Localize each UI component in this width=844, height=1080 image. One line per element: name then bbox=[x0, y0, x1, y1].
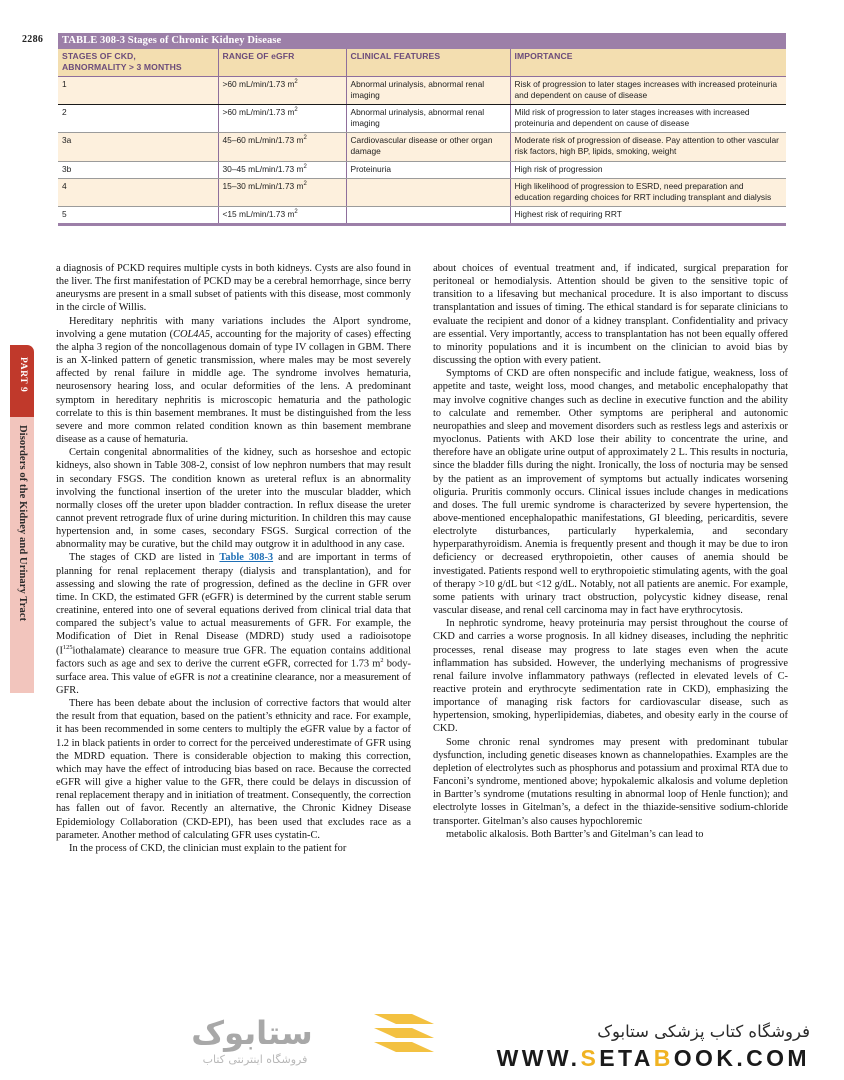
cell-egfr bbox=[218, 206, 346, 223]
cell-importance: Moderate risk of progression of disease. Pay attention to other vascular risk factors, high BP, lipids, smoking, weight bbox=[510, 133, 786, 161]
column-header-stages bbox=[58, 49, 218, 77]
setabook-logo bbox=[72, 1012, 372, 1074]
cell-importance: Highest risk of requiring RRT bbox=[510, 206, 786, 223]
table-header-row bbox=[58, 49, 786, 77]
cell-egfr bbox=[218, 161, 346, 178]
cell-egfr-superscript: 2 bbox=[303, 135, 307, 142]
ckd-stages-table bbox=[58, 33, 786, 223]
paragraph-part: , accounting for the majority of cases) effecting the alpha 3 region of the noncollagenous domain of type IV collagen in GBM. There is an X-linked pattern of genetic transmission, where males may be most severely affected by renal failure in middle age. The syndrome involves hematuria, neurosensory hearing loss, and ocular deformities of the lens. A predominant symptom in hereditary nephritis is microscopic hematuria and the pathologic correlate to this is thin basement membranes. It must be distinguished from the less severe and more common related condition known as thin basement membrane disease as a cause of hematuria. bbox=[56, 328, 411, 446]
paragraph-clipped: In the process of CKD, the clinician must explain to the patient for bbox=[69, 842, 347, 854]
paragraph: Some chronic renal syndromes may present with predominant tubular dysfunction, including genetic diseases known as channelopathies. Examples are the depletion of electrolytes such as phosphorus and potassium and proximal RTA due to Fanconi’s syndrome, mentioned above; hypokalemic alkalosis and volume depletion in Bartter’s syndrome (mutations resulting in abnormal loop of Henle function); and electrolyte losses in Gitelman’s, a defect in the thiazide-sensitive sodium-chloride transporter. Gitelman’s also causes hypochloremic bbox=[433, 736, 788, 827]
footer-fade bbox=[0, 988, 844, 1008]
paragraph-part: a creatinine clearance, nor a measurement of GFR. bbox=[56, 671, 411, 696]
cell-stage: 3a bbox=[58, 133, 218, 161]
left-column bbox=[56, 262, 411, 855]
cell-egfr-superscript: 2 bbox=[294, 79, 298, 86]
cell-egfr-value: 15–30 mL/min/1.73 m bbox=[222, 180, 304, 191]
watermark-url bbox=[497, 1045, 810, 1072]
cell-egfr-superscript: 2 bbox=[294, 209, 298, 216]
cell-stage: 3b bbox=[58, 161, 218, 178]
column-header-importance: IMPORTANCE bbox=[510, 49, 786, 77]
paragraph: Certain congenital abnormalities of the kidney, such as horseshoe and ectopic kidneys, also shown in Table 308-2, consist of low nephron numbers that may result in secondary FSGS. The condition known as ureteral reflux is an abnormality involving the functional insertion of the ureter into the muscular bladder, which normally closes off the ureter upon bladder contraction. In reflux disease the ureter cannot prevent retrograde flux of urine during micturition. In children this may cause hypertension and, in some cases, secondary FSGS. Surgical correction of the abnormality may be curative, but the child may outgrow it in adulthood in any case. bbox=[56, 447, 411, 551]
emphasis-not: not bbox=[207, 671, 221, 683]
cell-importance: High risk of progression bbox=[510, 161, 786, 178]
cell-egfr bbox=[218, 178, 346, 206]
column-header-egfr: RANGE OF eGFR bbox=[218, 49, 346, 77]
cell-egfr-value: >60 mL/min/1.73 m bbox=[222, 79, 295, 89]
cell-egfr-value: >60 mL/min/1.73 m bbox=[222, 107, 295, 118]
cell-clinical-features bbox=[346, 206, 510, 223]
cell-stage: 2 bbox=[58, 105, 218, 133]
table-row bbox=[58, 105, 786, 133]
url-part-b: B bbox=[653, 1045, 674, 1071]
paragraph bbox=[56, 315, 411, 447]
paragraph: There has been debate about the inclusion of corrective factors that would alter the result from that equation, based on the patient’s ethnicity and race. For example, it has been recommended in some centers to multiply the eGFR value by a factor of 1.2 in black patients in order to correct for the perceived underestimate of GFR using the MDRD equation. There is considerable objection to making this correction, which may have the effect of introducing bias based on race. Because the corrected eGFR will give a higher value to the GFR, there could be delays in discussion of renal replacement therapy and in initiation of treatment. Consequently, the correction has fallen out of favor. Recently an alternative, the Chronic Kidney Disease Epidemiology Collaboration (CKD-EPI), has been used that excludes race as a parameter. Another method of calculating GFR uses cystatin-C. bbox=[56, 698, 411, 841]
cell-clinical-features: Abnormal urinalysis, abnormal renal imaging bbox=[346, 105, 510, 133]
cell-stage: 4 bbox=[58, 178, 218, 206]
cell-egfr bbox=[218, 105, 346, 133]
cell-stage: 1 bbox=[58, 77, 218, 105]
table-title: TABLE 308-3 Stages of Chronic Kidney Disease bbox=[58, 33, 786, 49]
table-bottom-rule bbox=[58, 223, 786, 226]
cell-clinical-features: Cardiovascular disease or other organ damage bbox=[346, 133, 510, 161]
table-308-3 bbox=[58, 33, 786, 226]
cell-importance: High likelihood of progression to ESRD, need preparation and education regarding choices for RRT including transplant and dialysis bbox=[510, 178, 786, 206]
cell-importance: Risk of progression to later stages increases with increased proteinuria and dependent on cause of disease bbox=[510, 77, 786, 105]
cell-egfr-value: <15 mL/min/1.73 m bbox=[222, 208, 295, 219]
cell-clinical-features bbox=[346, 178, 510, 206]
setabook-logo-wordmark: ستابوک bbox=[191, 1014, 313, 1052]
paragraph: In nephrotic syndrome, heavy proteinuria may persist throughout the course of CKD and carries a worse prognosis. In all kidney diseases, including the nephritic processes, renal disease may progress to late stages even when the acute inflammation has subsided. However, the underlying mechanisms of progressive renal failure involve inflammatory pathways (reflected in elevated levels of C-reactive protein and erythrocyte sedimentation rate in CKD), emphasizing the importance of managing risk factors for cardiovascular disease, such as hypertension, smoking, hyperlipidemias, diabetes, and obesity early in the course of CKD. bbox=[433, 618, 788, 735]
paragraph-part: body-surface area. This value of eGFR is bbox=[56, 658, 411, 683]
cell-stage: 5 bbox=[58, 206, 218, 223]
cell-egfr bbox=[218, 77, 346, 105]
cell-egfr bbox=[218, 133, 346, 161]
table-row bbox=[58, 178, 786, 206]
paragraph-part: and are important in terms of planning for renal replacement therapy (dialysis and transplantation), and for assessing and slowing the rate of progression, defined as the decline in GFR over time. In CKD, the estimated GFR (eGFR) is determined by the current stable serum creatinine, entered into one of several equations derived from clinical trial data that compared the subject’s value to actual measurements of GFR. For example, the Modification of Diet in Renal Disease (MDRD) study used a radioisotope (I bbox=[56, 552, 411, 656]
cell-egfr-value: 45–60 mL/min/1.73 m bbox=[222, 135, 304, 146]
table-title-row bbox=[58, 33, 786, 49]
url-part-ook-com: OOK.COM bbox=[673, 1045, 810, 1071]
table-row bbox=[58, 206, 786, 223]
cell-importance: Mild risk of progression to later stages increases with increased proteinuria and dependent on cause of disease bbox=[510, 105, 786, 133]
right-column bbox=[433, 262, 788, 855]
cell-egfr-superscript: 2 bbox=[303, 180, 307, 187]
table-308-3-crossref-link[interactable]: Table 308-3 bbox=[219, 552, 274, 564]
table-row bbox=[58, 161, 786, 178]
column-header-stages-line1: STAGES OF CKD, bbox=[62, 51, 136, 61]
paragraph-clipped: metabolic alkalosis. Both Bartter’s and Gitelman’s can lead to bbox=[446, 828, 704, 840]
cell-clinical-features: Proteinuria bbox=[346, 161, 510, 178]
part-label: PART 9 bbox=[18, 357, 28, 393]
url-part-eta: ETA bbox=[599, 1045, 654, 1071]
table-body bbox=[58, 77, 786, 223]
column-header-clinical-features: CLINICAL FEATURES bbox=[346, 49, 510, 77]
page-number: 2286 bbox=[22, 34, 44, 45]
watermark-footer bbox=[0, 1008, 844, 1080]
body-columns bbox=[56, 262, 788, 855]
url-part-s: S bbox=[580, 1045, 600, 1071]
cell-egfr-value: 30–45 mL/min/1.73 m bbox=[222, 163, 304, 174]
gene-name-italic: COL4A5 bbox=[173, 328, 210, 340]
paragraph-part: iothalamate) clearance to measure true GFR. The equation contains additional factors such as age and sex to derive the current eGFR, corrected for 1.73 m bbox=[56, 645, 411, 670]
paragraph: about choices of eventual treatment and, if indicated, surgical preparation for peritoneal or hemodialysis. Attention should be given to the sensitive topic of transition to a lifesaving but mechanical procedure. It is also important to discuss transplantation and issues of timing. The ethical standard is for separate clinicians to evaluate the recipient and donor of a kidney transplant. Confidentiality and privacy are essential. Very importantly, access to transplantation has not been equally offered to minority populations and it is incumbent on the clinician to avoid bias by discussing the option with every patient. bbox=[433, 263, 788, 367]
cell-clinical-features: Abnormal urinalysis, abnormal renal imaging bbox=[346, 77, 510, 105]
area-superscript: 2 bbox=[380, 657, 384, 665]
part-title: Disorders of the Kidney and Urinary Tract bbox=[17, 425, 28, 622]
table-row bbox=[58, 133, 786, 161]
paragraph: a diagnosis of PCKD requires multiple cysts in both kidneys. Cysts are also found in the liver. The first manifestation of PCKD may be a cerebral hemorrhage, since berry aneurysms are present in a small subset of patients with this disease, most commonly in the circle of Willis. bbox=[56, 263, 411, 314]
table-row bbox=[58, 77, 786, 105]
cell-egfr-superscript: 2 bbox=[303, 163, 307, 170]
watermark-tagline: فروشگاه کتاب پزشکی ستابوک bbox=[597, 1021, 810, 1041]
paragraph-part: The stages of CKD are listed in bbox=[69, 552, 220, 564]
chevron-logo-icon bbox=[372, 1012, 444, 1058]
setabook-logo-subtitle: فروشگاه اینترنتی کتاب bbox=[202, 1053, 308, 1066]
isotope-superscript: 125 bbox=[62, 643, 73, 651]
url-part-www: WWW. bbox=[496, 1045, 581, 1071]
cell-egfr-superscript: 2 bbox=[294, 107, 298, 114]
part-tab bbox=[10, 345, 34, 693]
paragraph: Symptoms of CKD are often nonspecific and include fatigue, weakness, loss of appetite and taste, weight loss, mood changes, and metabolic encephalopathy that may involve cognitive changes such as decline in executive function and the ability to calculate and remember. Other symptoms are peripheral and autonomic neuropathies and sleep and movement disorders such as restless legs and asterixis or myoclonus. Patients with AKD lose their ability to concentrate the urine, and therefore have an obligate urine output of approximately 2 L. This results in nocturia, since the bladder fills during the night. Ironically, the loss of nocturia may be sensed by the patient as an improvement of symptoms but actually indicates worsening oliguria. Pruritis commonly occurs. Clinical issues include changes in medications and doses. The full uremic syndrome is characterized by severe hypertension, the above-mentioned encephalopathic manifestations, GI bleeding, pericarditis, severe electrolyte disturbances, particularly hyperkalemia, and secondary hyperparathyroidism. Anemia is frequently present and though it may be due to iron deficiency or decreased erythropoietin, other causes of anemia should be investigated. Patients respond well to erythropoietic stimulating agents, with the goal of therapy >10 g/dL but <12 g/dL. Notably, not all patients are anemic. For example, some patients with urinary tract obstruction, polycystic kidney disease, renal vascular disease, and renal cell carcinoma may in fact have erythrocytosis. bbox=[433, 368, 789, 617]
column-header-stages-line2: ABNORMALITY > 3 MONTHS bbox=[62, 62, 182, 72]
watermark-right bbox=[497, 1021, 810, 1072]
paragraph bbox=[56, 551, 411, 697]
paragraph-part: Hereditary nephritis with many variations includes the Alport syndrome, involving a gene mutation ( bbox=[56, 315, 411, 340]
